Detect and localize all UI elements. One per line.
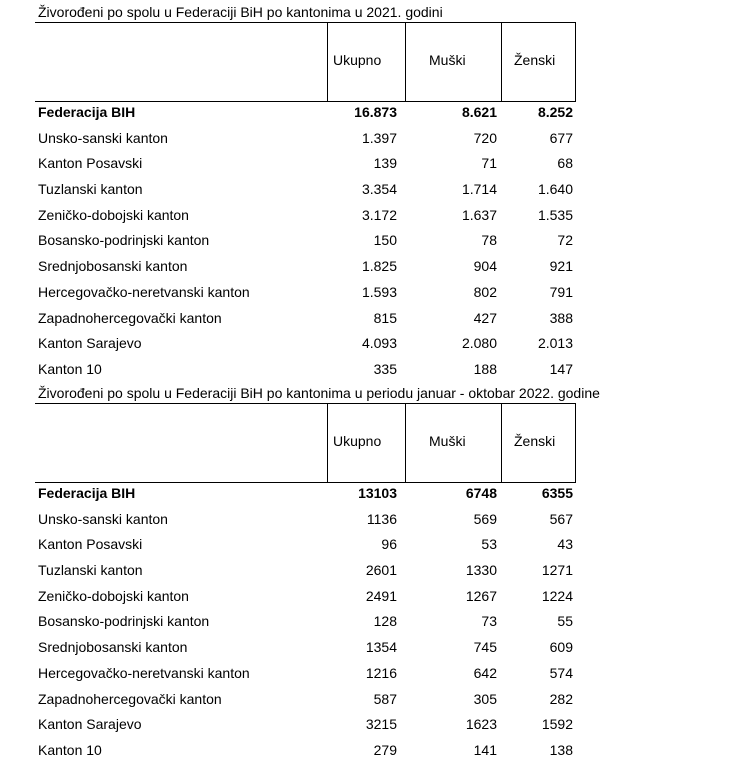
cell-zenski: 567 bbox=[549, 510, 573, 527]
column-header-muski: Muški bbox=[429, 52, 466, 68]
header-divider bbox=[501, 22, 502, 102]
header-divider bbox=[501, 403, 502, 483]
cell-ukupno: 587 bbox=[373, 690, 397, 707]
column-header-muski: Muški bbox=[429, 433, 466, 449]
row-name: Hercegovačko-neretvanski kanton bbox=[38, 283, 250, 300]
table-row bbox=[0, 689, 737, 715]
table-row bbox=[0, 714, 737, 740]
cell-zenski: 574 bbox=[549, 664, 573, 681]
cell-ukupno: 279 bbox=[373, 741, 397, 758]
cell-muski: 188 bbox=[473, 360, 497, 377]
column-header-ukupno: Ukupno bbox=[333, 52, 382, 68]
cell-ukupno: 335 bbox=[373, 360, 397, 377]
table-row bbox=[0, 153, 737, 179]
cell-zenski: 1.640 bbox=[537, 181, 573, 198]
cell-muski: 73 bbox=[481, 613, 497, 630]
table-row bbox=[0, 333, 737, 359]
row-name: Kanton Posavski bbox=[38, 536, 143, 553]
table-row bbox=[0, 611, 737, 637]
row-name: Kanton Sarajevo bbox=[38, 335, 142, 352]
cell-ukupno: 2601 bbox=[365, 562, 397, 579]
table-body bbox=[0, 483, 737, 766]
cell-muski: 569 bbox=[473, 510, 497, 527]
cell-ukupno: 1.825 bbox=[361, 258, 397, 275]
table-row bbox=[0, 102, 737, 128]
header-divider bbox=[575, 403, 576, 483]
cell-ukupno: 1.593 bbox=[361, 283, 397, 300]
cell-ukupno: 1354 bbox=[365, 639, 397, 656]
cell-zenski: 6355 bbox=[541, 485, 573, 501]
row-name: Zapadnohercegovački kanton bbox=[38, 309, 222, 326]
row-name: Kanton Sarajevo bbox=[38, 716, 142, 733]
cell-zenski: 8.252 bbox=[537, 104, 573, 120]
row-name: Federacija BIH bbox=[38, 485, 136, 501]
cell-ukupno: 150 bbox=[373, 232, 397, 249]
cell-muski: 802 bbox=[473, 283, 497, 300]
row-name: Zeničko-dobojski kanton bbox=[38, 587, 189, 604]
cell-muski: 6748 bbox=[465, 485, 497, 501]
table-row bbox=[0, 128, 737, 154]
cell-ukupno: 3.354 bbox=[361, 181, 397, 198]
column-header-zenski: Ženski bbox=[514, 433, 556, 449]
row-name: Srednjobosanski kanton bbox=[38, 639, 188, 656]
cell-muski: 427 bbox=[473, 309, 497, 326]
cell-muski: 8.621 bbox=[461, 104, 497, 120]
cell-zenski: 138 bbox=[549, 741, 573, 758]
table-row bbox=[0, 560, 737, 586]
cell-zenski: 1224 bbox=[541, 587, 573, 604]
table-header-frame bbox=[35, 22, 576, 102]
table-row bbox=[0, 663, 737, 689]
table-row bbox=[0, 308, 737, 334]
cell-muski: 305 bbox=[473, 690, 497, 707]
cell-ukupno: 1216 bbox=[365, 664, 397, 681]
table-row bbox=[0, 637, 737, 663]
table-body bbox=[0, 102, 737, 385]
header-divider bbox=[575, 22, 576, 102]
cell-ukupno: 16.873 bbox=[354, 104, 397, 120]
cell-muski: 720 bbox=[473, 129, 497, 146]
table-header-frame bbox=[35, 403, 576, 483]
cell-zenski: 1.535 bbox=[537, 206, 573, 223]
table-row bbox=[0, 483, 737, 509]
row-name: Zapadnohercegovački kanton bbox=[38, 690, 222, 707]
cell-muski: 71 bbox=[481, 155, 497, 172]
cell-ukupno: 96 bbox=[381, 536, 397, 553]
cell-zenski: 609 bbox=[549, 639, 573, 656]
row-name: Bosansko-podrinjski kanton bbox=[38, 613, 210, 630]
cell-ukupno: 13103 bbox=[358, 485, 397, 501]
cell-zenski: 1592 bbox=[541, 716, 573, 733]
cell-zenski: 282 bbox=[549, 690, 573, 707]
cell-zenski: 68 bbox=[557, 155, 573, 172]
cell-muski: 1.637 bbox=[461, 206, 497, 223]
cell-ukupno: 1136 bbox=[366, 510, 397, 527]
header-divider bbox=[327, 403, 328, 483]
row-name: Unsko-sanski kanton bbox=[38, 510, 168, 527]
cell-muski: 141 bbox=[473, 741, 497, 758]
cell-ukupno: 139 bbox=[373, 155, 397, 172]
cell-ukupno: 2491 bbox=[365, 587, 397, 604]
cell-ukupno: 4.093 bbox=[361, 335, 397, 352]
row-name: Bosansko-podrinjski kanton bbox=[38, 232, 210, 249]
row-name: Federacija BIH bbox=[38, 104, 136, 120]
cell-muski: 1267 bbox=[465, 587, 497, 604]
cell-zenski: 147 bbox=[549, 360, 573, 377]
cell-zenski: 2.013 bbox=[537, 335, 573, 352]
cell-muski: 1623 bbox=[465, 716, 497, 733]
table-row bbox=[0, 359, 737, 385]
row-name: Kanton Posavski bbox=[38, 155, 143, 172]
table-row bbox=[0, 586, 737, 612]
table-title: Živorođeni po spolu u Federaciji BiH po kantonima u periodu januar - oktobar 2022. godine bbox=[38, 385, 600, 401]
column-header-zenski: Ženski bbox=[514, 52, 556, 68]
cell-muski: 642 bbox=[473, 664, 497, 681]
cell-zenski: 921 bbox=[549, 258, 573, 275]
header-top-rule bbox=[35, 22, 576, 23]
header-divider bbox=[405, 403, 406, 483]
header-top-rule bbox=[35, 403, 576, 404]
cell-muski: 2.080 bbox=[461, 335, 497, 352]
cell-muski: 1330 bbox=[465, 562, 497, 579]
cell-muski: 53 bbox=[481, 536, 497, 553]
cell-ukupno: 1.397 bbox=[361, 129, 397, 146]
row-name: Tuzlanski kanton bbox=[38, 181, 143, 198]
cell-muski: 1.714 bbox=[461, 181, 497, 198]
cell-zenski: 43 bbox=[557, 536, 573, 553]
cell-zenski: 72 bbox=[557, 232, 573, 249]
row-name: Kanton 10 bbox=[38, 741, 102, 758]
header-divider bbox=[327, 22, 328, 102]
cell-muski: 78 bbox=[481, 232, 497, 249]
cell-zenski: 677 bbox=[549, 129, 573, 146]
table-row bbox=[0, 179, 737, 205]
row-name: Srednjobosanski kanton bbox=[38, 258, 188, 275]
table-row bbox=[0, 740, 737, 766]
table-row bbox=[0, 256, 737, 282]
cell-ukupno: 3215 bbox=[365, 716, 397, 733]
header-divider bbox=[405, 22, 406, 102]
table-row bbox=[0, 205, 737, 231]
table-row bbox=[0, 230, 737, 256]
row-name: Tuzlanski kanton bbox=[38, 562, 143, 579]
cell-ukupno: 815 bbox=[373, 309, 397, 326]
cell-ukupno: 128 bbox=[373, 613, 397, 630]
cell-zenski: 55 bbox=[557, 613, 573, 630]
table-row bbox=[0, 509, 737, 535]
table-row bbox=[0, 534, 737, 560]
cell-ukupno: 3.172 bbox=[361, 206, 397, 223]
cell-muski: 904 bbox=[473, 258, 497, 275]
column-header-ukupno: Ukupno bbox=[333, 433, 382, 449]
row-name: Zeničko-dobojski kanton bbox=[38, 206, 189, 223]
cell-zenski: 1271 bbox=[541, 562, 573, 579]
cell-zenski: 388 bbox=[549, 309, 573, 326]
cell-muski: 745 bbox=[473, 639, 497, 656]
table-title: Živorođeni po spolu u Federaciji BiH po kantonima u 2021. godini bbox=[38, 4, 443, 20]
row-name: Hercegovačko-neretvanski kanton bbox=[38, 664, 250, 681]
table-row bbox=[0, 282, 737, 308]
row-name: Unsko-sanski kanton bbox=[38, 129, 168, 146]
row-name: Kanton 10 bbox=[38, 360, 102, 377]
cell-zenski: 791 bbox=[549, 283, 573, 300]
